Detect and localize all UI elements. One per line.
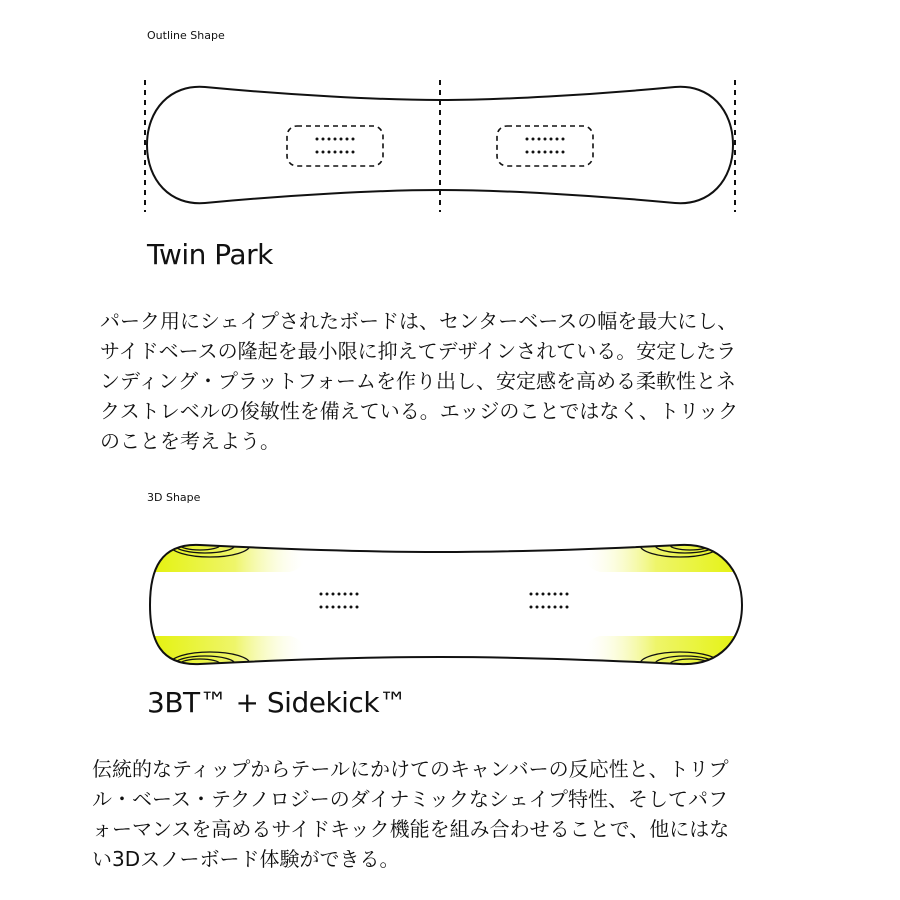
outline-shape-title: Twin Park [147, 238, 273, 271]
right-binding-area [497, 126, 593, 166]
3d-shape-label: 3D Shape [147, 491, 201, 504]
left-binding-area [287, 126, 383, 166]
3d-board [150, 533, 742, 676]
3d-right-insert-dots [530, 593, 569, 609]
3d-shape-description: 伝統的なティップからテールにかけてのキャンバーの反応性と、トリプ ル・ベース・テクノロジーのダイナミックなシェイプ特性、そしてパフ ォーマンスを高めるサイドキック機能を組み合わせることで、他にはな い3Dスノーボード体験ができる。 [92, 757, 730, 871]
left-insert-dots [316, 138, 355, 154]
outline-shape-description: パーク用にシェイプされたボードは、センターベースの幅を最大にし、 サイドベースの隆起を最小限に抑えてデザインされている。安定したラ ンディング・プラットフォームを作り出し、安定感を高める柔軟性とネ クストレベルの俊敏性を備えている。エッジのことではなく、トリック のことを考えよう。 [100, 309, 739, 453]
3d-shape-title: 3BT™ + Sidekick™ [147, 686, 407, 719]
3d-left-insert-dots [320, 593, 359, 609]
outline-shape-label: Outline Shape [147, 29, 225, 42]
right-insert-dots [526, 138, 565, 154]
